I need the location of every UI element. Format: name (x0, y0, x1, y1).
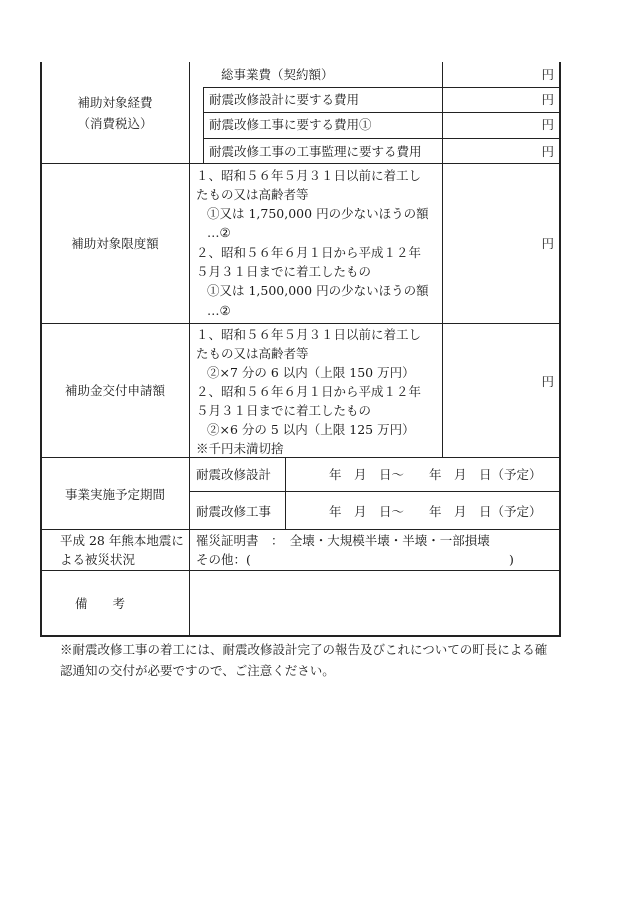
design-period-label: 耐震改修設計 (196, 467, 272, 482)
total-cost-label: 総事業費（契約額） (221, 67, 334, 82)
damage-label: 平成 28 年熊本地震に (60, 533, 184, 548)
subsidy-line: ②×6 分の 5 以内（上限 125 万円） (207, 422, 415, 437)
design-period-value: 年 月 日〜 年 月 日（予定） (329, 467, 542, 482)
disaster-certificate-options: 罹災証明書 ： 全壊・大規模半壊・半壊・一部損壊 (196, 533, 490, 548)
limit-line: ①又は 1,500,000 円の少ないほうの額 (207, 283, 429, 298)
subsidy-line: たもの又は高齢者等 (196, 346, 309, 361)
damage-label-2: よる被災状況 (60, 552, 136, 567)
subsidy-line: ②×7 分の 6 以内（上限 150 万円） (207, 365, 415, 380)
design-cost-label: 耐震改修設計に要する費用 (209, 92, 360, 107)
supervision-cost-unit: 円 (541, 144, 554, 159)
construction-period-label: 耐震改修工事 (196, 504, 272, 519)
limit-line: ５月３１日までに着工したもの (196, 264, 372, 279)
supervision-cost-label: 耐震改修工事の工事監理に要する費用 (209, 144, 422, 159)
footnote-line-2: 認通知の交付が必要ですので、ご注意ください。 (60, 663, 335, 678)
other-damage-label: その他：( (196, 552, 251, 567)
remarks-label: 備 考 (75, 596, 126, 611)
subsidy-label: 補助金交付申請額 (64, 383, 165, 398)
limit-label: 補助対象限度額 (71, 236, 159, 251)
expenses-tax-note: （消費税込） (77, 116, 153, 131)
subsidy-line: １、昭和５６年５月３１日以前に着工し (196, 327, 422, 342)
subsidy-line: ２、昭和５６年６月１日から平成１２年 (196, 384, 422, 399)
limit-line: たもの又は高齢者等 (196, 187, 309, 202)
construction-period-value: 年 月 日〜 年 月 日（予定） (329, 504, 542, 519)
footnote-line-1: ※耐震改修工事の着工には、耐震改修設計完了の報告及びこれについての町長による確 (60, 642, 548, 657)
limit-line: ①又は 1,750,000 円の少ないほうの額 (207, 206, 429, 221)
limit-line: １、昭和５６年５月３１日以前に着工し (196, 168, 422, 183)
limit-line: …② (207, 225, 231, 240)
construction-cost-unit: 円 (541, 117, 554, 132)
total-cost-unit: 円 (541, 67, 554, 82)
limit-unit: 円 (541, 236, 554, 251)
limit-line: …② (207, 303, 231, 318)
remarks-field[interactable] (190, 571, 559, 635)
construction-cost-label: 耐震改修工事に要する費用① (209, 117, 372, 132)
subsidy-line: ５月３１日までに着工したもの (196, 403, 372, 418)
other-damage-close: ) (509, 552, 514, 567)
expenses-label: 補助対象経費 (77, 95, 153, 110)
subsidy-unit: 円 (541, 374, 554, 389)
design-cost-unit: 円 (541, 92, 554, 107)
subsidy-line: ※千円未満切捨 (196, 441, 284, 456)
limit-line: ２、昭和５６年６月１日から平成１２年 (196, 245, 422, 260)
period-label: 事業実施予定期間 (64, 487, 165, 502)
